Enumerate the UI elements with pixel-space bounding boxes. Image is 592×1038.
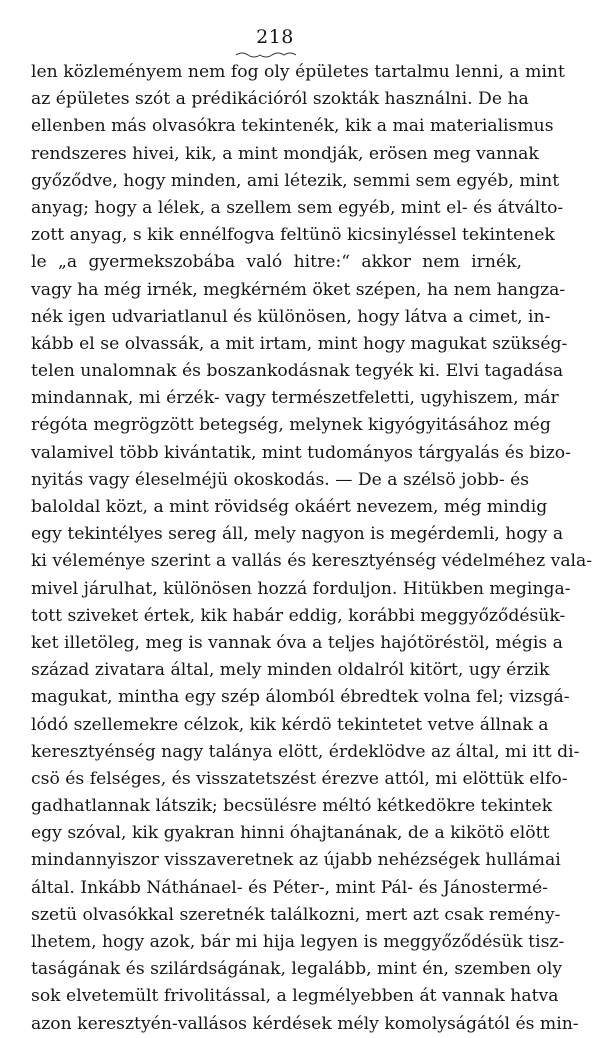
text-line: mivel járulhat, különösen hozzá forduljon. Hitükben meginga- [31,578,571,599]
text-line: baloldal közt, a mint rövidség okáért nevezem, még mindig [31,497,548,517]
text-line: telen unalomnak és boszankodásnak tegyék ki. Elvi tagadása [31,361,564,382]
text-line: kább el se olvassák, a mit irtam, mint hogy magukat szükség- [31,333,568,354]
text-line: csö és felséges, és visszatetszést érezve attól, mi elöttük elfo- [31,768,568,789]
text-line: tott sziveket értek, kik habár eddig, korábbi meggyőződésük- [31,605,566,626]
text-line: gadhatlannak látszik; becsülésre méltó kétkedökre tekintek [31,796,553,817]
text-line: ket illetöleg, meg is vannak óva a teljes hajótöréstöl, mégis a [31,632,563,653]
text-line: régóta megrögzött betegség, melynek kigyógyitásához még [31,415,551,436]
text-line: mindannak, mi érzék- vagy természetfeletti, ugyhiszem, már [31,388,559,409]
page-number: 218 [256,26,294,48]
text-line: magukat, mintha egy szép álomból ébredtek volna fel; vizsgá- [31,687,570,708]
text-line: nyitás vagy éleselméjü okoskodás. — De a szélsö jobb- és [31,469,530,490]
text-line: egy tekintélyes sereg áll, mely nagyon is megérdemli, hogy a [31,524,564,545]
text-line: nék igen udvariatlanul és különösen, hogy látva a cimet, in- [31,306,551,327]
text-line: szetü olvasókkal szeretnék találkozni, mert azt csak remény- [31,904,561,925]
text-line: lhetem, hogy azok, bár mi hija legyen is meggyőződésük tisz- [31,932,565,952]
text-line: azon keresztyén-vallásos kérdések mély komolyságától és min- [31,1013,579,1034]
text-line: le „a gyermekszobába való hitre:“ akkor nem irnék, [31,252,522,273]
text-line: ki véleménye szerint a vallás és keresztyénség védelméhez vala- [31,551,592,572]
text-line: rendszeres hivei, kik, a mint mondják, erösen meg vannak [31,143,539,164]
ornament-divider [234,51,298,59]
text-line: keresztyénség nagy talánya elött, érdeklödve az által, mi itt di- [31,741,580,762]
text-line: valamivel több kivántatik, mint tudományos tárgyalás és bizo- [31,442,571,463]
text-line: ellenben más olvasókra tekintenék, kik a mai materialismus [31,116,554,137]
text-line: által. Inkább Náthánael- és Péter-, mint Pál- és Jánostermé- [31,877,548,898]
text-line: lódó szellemekre célzok, kik kérdö tekintetet vetve állnak a [31,714,549,735]
text-line: mindannyiszor visszaveretnek az újabb nehézségek hullámai [31,850,561,871]
text-line: győződve, hogy minden, ami létezik, semmi sem egyéb, mint [31,170,560,191]
page-text [31,59,592,1038]
text-line: egy szóval, kik gyakran hinni óhajtanának, de a kikötö elött [31,823,550,844]
text-line: század zivatara által, mely minden oldalról kitört, ugy érzik [31,660,550,681]
text-line: taságának és szilárdságának, legalább, mint én, szemben oly [31,959,563,980]
text-line: len közleményem nem fog oly épületes tartalmu lenni, a mint [31,62,565,82]
text-line: sok elvetemült frivolitással, a legmélyebben át vannak hatva [31,986,559,1007]
text-line: anyag; hogy a lélek, a szellem sem egyéb, mint el- és átválto- [31,197,564,218]
text-line: zott anyag, s kik ennélfogva feltünö kicsinyléssel tekintenek [31,225,555,246]
text-line: az épületes szót a prédikációról szokták használni. De ha [31,89,529,110]
text-line: vagy ha még irnék, megkérném öket szépen, ha nem hangza- [31,279,566,300]
